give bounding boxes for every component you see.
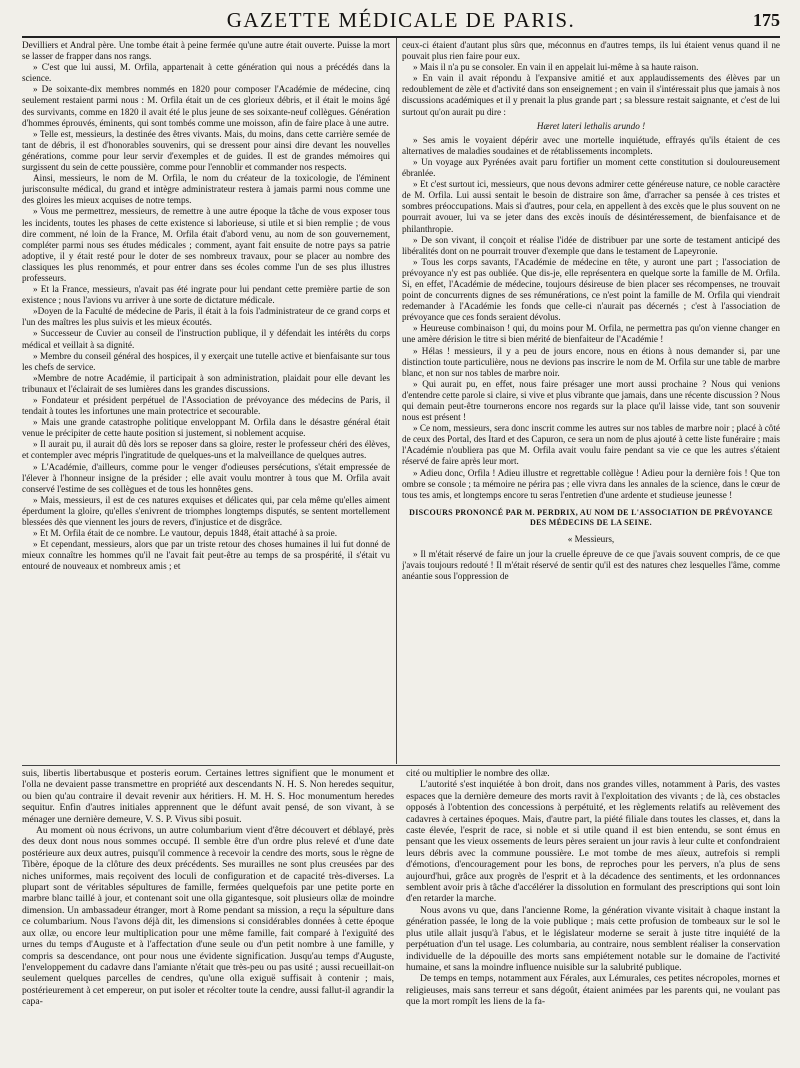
paragraph: » Et c'est surtout ici, messieurs, que nous devons admirer cette généreuse nature, ce noble caractère de M. Orfila. Lui aussi sentait le besoin de distraire son âme, d'arracher sa pensée à ces tristes et sombres préoccupations. Mais si d'autres, pour cela, en appellent à des excès que le plus souvent on ne pourrait avouer, lui va se jeter dans des excès inouïs de désintéressement, de bienfaisance et de philanthropie.	[402, 179, 780, 234]
column-bottom-right	[406, 768, 780, 1064]
journal-title: GAZETTE MÉDICALE DE PARIS.	[226, 8, 576, 32]
paragraph: » Hélas ! messieurs, il y a peu de jours encore, nous en étions à nous demander si, par une distinction toute particulière, nous ne devions pas inscrire le nom de M. Orfila sur une table de marbre blanc, et non sur nos tables de marbre noir.	[402, 345, 780, 378]
paragraph: Au moment où nous écrivons, un autre columbarium vient d'être découvert et déblayé, près des deux dont nous nous sommes occupé. Il semble être d'un ordre plus relevé et d'une date postérieure aux deux autres, puisqu'il commence à recevoir la cendre des morts, sous le règne de Tibère, époque de la clôture des deux précédents. Ses murailles ne sont plus creusées par des niches uniformes, mais reçoivent des loculi de configuration et de capacité très-diverses. La plupart sont de véritables sépultures de famille, fermées quelquefois par une petite porte en marbre blanc taillé à jour, et contenant soit une olla gigantesque, soit plusieurs ollæ de moindre dimension. Un ambassadeur étranger, mort à Rome pendant sa mission, a reçu la sépulture dans ce columbarium. Nous l'avons déjà dit, les dimensions si considérables données à cette époque aux ollæ, ou encore leur multiplication pour une même famille, fait comparé à l'exiguïté des urnes du temps d'Auguste et à l'affectation d'une seule ou d'un petit nombre à une famille, y compris sa descendance, ont pour nous une évidente signification. Jusqu'au temps d'Auguste, l'enveloppement du cadavre dans l'amiante n'était que très-peu ou pas usité ; aussi recueillait-on seulement quelques parcelles de cendres, qu'une olla exiguë suffisait à contenir ; mais, postérieurement à cet empereur, on put isoler et récolter toute la cendre, aussi fallut-il agrandir la capa-	[22, 825, 394, 1008]
latin-quote: Hæret lateri lethalis arundo !	[536, 120, 646, 131]
column-bottom-left	[22, 768, 394, 1064]
paragraph: » Un voyage aux Pyrénées avait paru fortifier un moment cette constitution si douloureusement ébranlée.	[402, 156, 780, 179]
paragraph: » Il aurait pu, il aurait dû dès lors se reposer dans sa gloire, rester le professeur chéri des élèves, et contempler avec mépris l'ingratitude de quelques-uns et la malveillance de quelques autres.	[22, 439, 390, 461]
paragraph: Devilliers et Andral père. Une tombe était à peine fermée qu'une autre était ouverte. Puisse la mort se lasser de frapper dans nos rangs.	[22, 40, 390, 62]
paragraph: » Et M. Orfila était de ce nombre. Le vautour, depuis 1848, était attaché à sa proie.	[33, 528, 337, 539]
paragraph: » Il m'était réservé de faire un jour la cruelle épreuve de ce que j'avais souvent compris, de ce que j'avais toujours redouté ! Il m'était réservé de sentir qu'il est des natures chez lesquelles l'âme, comme anéantie sous l'oppression de	[402, 548, 780, 582]
paragraph: » Telle est, messieurs, la destinée des êtres vivants. Mais, du moins, dans cette carrière semée de tant de débris, il est d'honorables souvenirs, qui se dressent pour ainsi dire devant les nouvelles générations, comme pour leur servir d'exemples et de guides. Il est de grandes mémoires qui surgissent du sein de cette poussière, comme pour l'ennoblir et commander nos respects.	[22, 128, 390, 173]
paragraph: »Membre de notre Académie, il participait à son administration, plaidait pour elle devant les tribunaux et l'éclairait de ses lumières dans les grandes discussions.	[22, 372, 390, 394]
salutation: « Messieurs,	[567, 533, 615, 544]
paragraph: Nous avons vu que, dans l'ancienne Rome, la génération vivante visitait à chaque instant la génération passée, le long de la voie publique ; mais cette profusion de tombeaux sur le sol le plus utile allait jusqu'à l'abus, et le législateur moderne se serait à juste titre inquiété de la perpétuation d'un tel usage. Les columbaria, au contraire, nous semblent réaliser la conservation individuelle de la dépouille des morts sans empiétement notable sur le domaine de l'activité humaine, et sans la moindre influence nuisible sur la salubrité publique.	[406, 904, 780, 973]
paragraph: ceux-ci étaient d'autant plus sûrs que, méconnus en d'autres temps, ils lui étaient venus quand il ne pouvait plus rien faire pour eux.	[402, 40, 780, 62]
paragraph: » Et la France, messieurs, n'avait pas été ingrate pour lui pendant cette première partie de son existence ; nous l'avions vu arriver à une sorte de dictature médicale.	[22, 284, 390, 306]
paragraph: » Ses amis le voyaient dépérir avec une mortelle inquiétude, effrayés qu'ils étaient de ces alternatives de maladies soudaines et de rétablissements incomplets.	[402, 134, 780, 156]
column-top-left	[22, 40, 390, 764]
paragraph: » Mais une grande catastrophe politique enveloppant M. Orfila dans le désastre général était venue le précipiter de cette haute position si justement, si noblement acquise.	[22, 417, 390, 439]
page-number: 175	[753, 10, 780, 30]
paragraph: » Successeur de Cuvier au conseil de l'instruction publique, il y défendait les intérêts du corps médical et veillait à sa dignité.	[22, 328, 390, 350]
paragraph: suis, libertis libertabusque et posteris eorum. Certaines lettres signifient que le monument et l'olla ne devaient passe transmettre en propriété aux descendants N. H. S. Non heredes sequitur, ou bien qu'au contraire il devait revenir aux héritiers. H. M. H. S. Hoc monumentum heredes sequitur. Enfin d'autres initiales apprennent que le défunt avait pensé, de son vivant, à se ménager une dernière demeure, V. S. P. Vivus sibi posuit.	[22, 768, 394, 825]
paragraph: De temps en temps, notamment aux Férales, aux Lémurales, ces petites nécropoles, mornes et religieuses, mais sans terreur et sans dégoût, étaient animées par les parents qui, ne voulant pas que la mort rompît les liens de la fa-	[406, 973, 780, 1008]
section-heading: DISCOURS PRONONCÉ PAR M. PERDRIX, AU NOM DE L'ASSOCIATION DE PRÉVOYANCE DES MÉDECINS DE LA SEINE.	[409, 507, 773, 528]
paragraph: » Mais il n'a pu se consoler. En vain il en appelait lui-même à sa haute raison.	[413, 62, 699, 73]
paragraph: » Qui aurait pu, en effet, nous faire présager une mort aussi prochaine ? Nous qui venions d'entendre cette parole si claire, si vive et plus vibrante que jamais, dans une récente discussion ? Nous qui demain peut-être tournerons encore nos regards sur la place qu'il laisse vide, tant son souvenir nous est présent !	[402, 378, 780, 423]
paragraph: » Adieu donc, Orfila ! Adieu illustre et regrettable collègue ! Adieu pour la dernière fois ! Que ton ombre se console ; ta mémoire ne périra pas ; elle vivra dans les annales de la science, dans le cœur de tous tes amis, et longtemps encore tu seras l'entretien d'une ardente et studieuse jeunesse !	[402, 467, 780, 500]
paragraph: » C'est que lui aussi, M. Orfila, appartenait à cette génération qui nous a précédés dans la science.	[22, 62, 390, 84]
paragraph: » Ce nom, messieurs, sera donc inscrit comme les autres sur nos tables de marbre noir ; placé à côté de ceux des Portal, des Itard et des Capuron, ce sera un nom de plus ajouté à cette liste funéraire ; mais l'Académie n'oubliera pas que M. Orfila avait voulu faire pendant sa vie ce que les autres s'étaient réservé de faire après leur mort.	[402, 423, 780, 467]
paragraph: Ainsi, messieurs, le nom de M. Orfila, le nom du créateur de la toxicologie, de l'éminent jurisconsulte médical, du grand et intègre administrateur restera à jamais parmi nous comme une des gloires les mieux acquises de notre temps.	[22, 173, 390, 206]
paragraph: L'autorité s'est inquiétée à bon droit, dans nos grandes villes, notamment à Paris, des vastes espaces que la dernière demeure des morts ravit à l'exploitation des vivants ; de là, ces obstacles opposés à l'obtention des concessions à perpétuité, et les règlements relatifs au relèvement des cadavres à certaines époques. Mais, d'autre part, la piété filiale dans toutes les classes, et, dans la caste élevée, l'esprit de race, si noble et si utile quand il est bien entendu, se sont émus en pensant que les vieux ossements de leurs pères seraient un jour ravis à leur culte et confondraient leurs débris avec la commune poussière. Le mot tombe de mes aïeux, autrefois si rempli d'émotions, d'encouragement pour les bons, de reproches pour les pervers, n'a plus de sens aujourd'hui, grâce aux progrès de l'esprit et à la décadence des sentiments, et les ordonnances semblent avoir pris à tâche d'accélérer la dissolution en formulant des prescriptions qui sont loin d'en retarder la marche.	[406, 779, 780, 905]
column-divider	[396, 38, 397, 764]
paragraph: » De soixante-dix membres nommés en 1820 pour composer l'Académie de médecine, cinq seulement restaient parmi nous : M. Orfila était un de ces glorieux débris, et il était le moins âgé des survivants, comme en 1820 il avait été le plus jeune de ses soixante-neuf collègues. Génération d'hommes éprouvés, éminents, qui sont tombés comme une moisson, afin de faire place à une autre.	[22, 84, 390, 128]
paragraph: cité ou multiplier le nombre des ollæ.	[406, 768, 550, 779]
paragraph: » De son vivant, il conçoit et réalise l'idée de distribuer par une sorte de testament anticipé des libéralités dont on ne pourrait trouver d'exemple que dans le testament de Lapeyronie.	[402, 234, 780, 256]
paragraph: » Vous me permettrez, messieurs, de remettre à une autre époque la tâche de vous exposer tous les incidents, toutes les phases de cette existence si laborieuse, si utile et si bien remplie ; de vous dire comment, né loin de la France, M. Orfila était d'abord venu, au nom de son gouvernement, compléter parmi nous ses études médicales ; comment, ayant fait ensuite de notre pays sa patrie adoptive, il y était resté pour le doter de ses nombreux travaux, pour se placer au nombre des classiques les plus renommés, et pour entrer dans ses écoles comme l'un de ses plus illustres professeurs.	[22, 206, 390, 283]
paragraph: » Tous les corps savants, l'Académie de médecine en tête, y auront une part ; l'association de prévoyance n'y est pas oubliée. Que dis-je, elle représentera en quelque sorte la famille de M. Orfila. Si, en effet, l'Académie de médecine, toujours désireuse de bien placer ses récompenses, ne trouvait point de concurrents dignes de ses rémunérations, ce n'est point la famille de M. Orfila qui viendrait redemander à l'Académie les fonds que celle-ci n'aurait pas décernés ; c'est à l'association de prévoyance que ces fonds seraient dévolus.	[402, 256, 780, 323]
paragraph: » L'Académie, d'ailleurs, comme pour le venger d'odieuses persécutions, s'était empressée de l'élever à l'honneur insigne de la présider ; elle avait voulu montrer à tous que M. Orfila avait conservé l'estime de ses collègues et de tous les honnêtes gens.	[22, 461, 390, 494]
paragraph: » En vain il avait répondu à l'expansive amitié et aux applaudissements des élèves par un redoublement de zèle et d'activité dans son enseignement ; en vain il s'intéressait plus que jamais à nos discussions académiques et il y prenait la plus grande part ; sa blessure restait saignante, et c'est de lui surtout qu'on aurait pu dire :	[402, 73, 780, 117]
paragraph: » Fondateur et président perpétuel de l'Association de prévoyance des médecins de Paris, il tendait à toutes les infortunes une main protectrice et secourable.	[22, 395, 390, 417]
paragraph: » Mais, messieurs, il est de ces natures exquises et délicates qui, par cela même qu'elles aiment éperdument la gloire, qu'elles s'enivrent de triomphes longtemps disputés, se sentent mortellement blessées dès que viennent les jours de revers, d'injustice et de disgrâce.	[22, 494, 390, 528]
page-header	[22, 6, 780, 38]
paragraph: » Membre du conseil général des hospices, il y exerçait une tutelle active et bienfaisante sur tous les chefs de service.	[22, 350, 390, 372]
column-top-right	[402, 40, 780, 764]
paragraph: » Heureuse combinaison ! qui, du moins pour M. Orfila, ne permettra pas qu'on vienne changer en une amère dérision le titre si bien mérité de bienfaiteur de l'Académie !	[402, 323, 780, 345]
section-divider	[22, 765, 780, 766]
paragraph: » Et cependant, messieurs, alors que par un triste retour des choses humaines il lui fut donné de mieux connaître les hommes qu'il ne l'avait fait peut-être au temps de sa prospérité, il s'était vu entouré de nouveaux et nombreux amis ; et	[22, 539, 390, 572]
paragraph: »Doyen de la Faculté de médecine de Paris, il était à la fois l'administrateur de ce grand corps et l'un des maîtres les plus suivis et les mieux écoutés.	[22, 306, 390, 328]
